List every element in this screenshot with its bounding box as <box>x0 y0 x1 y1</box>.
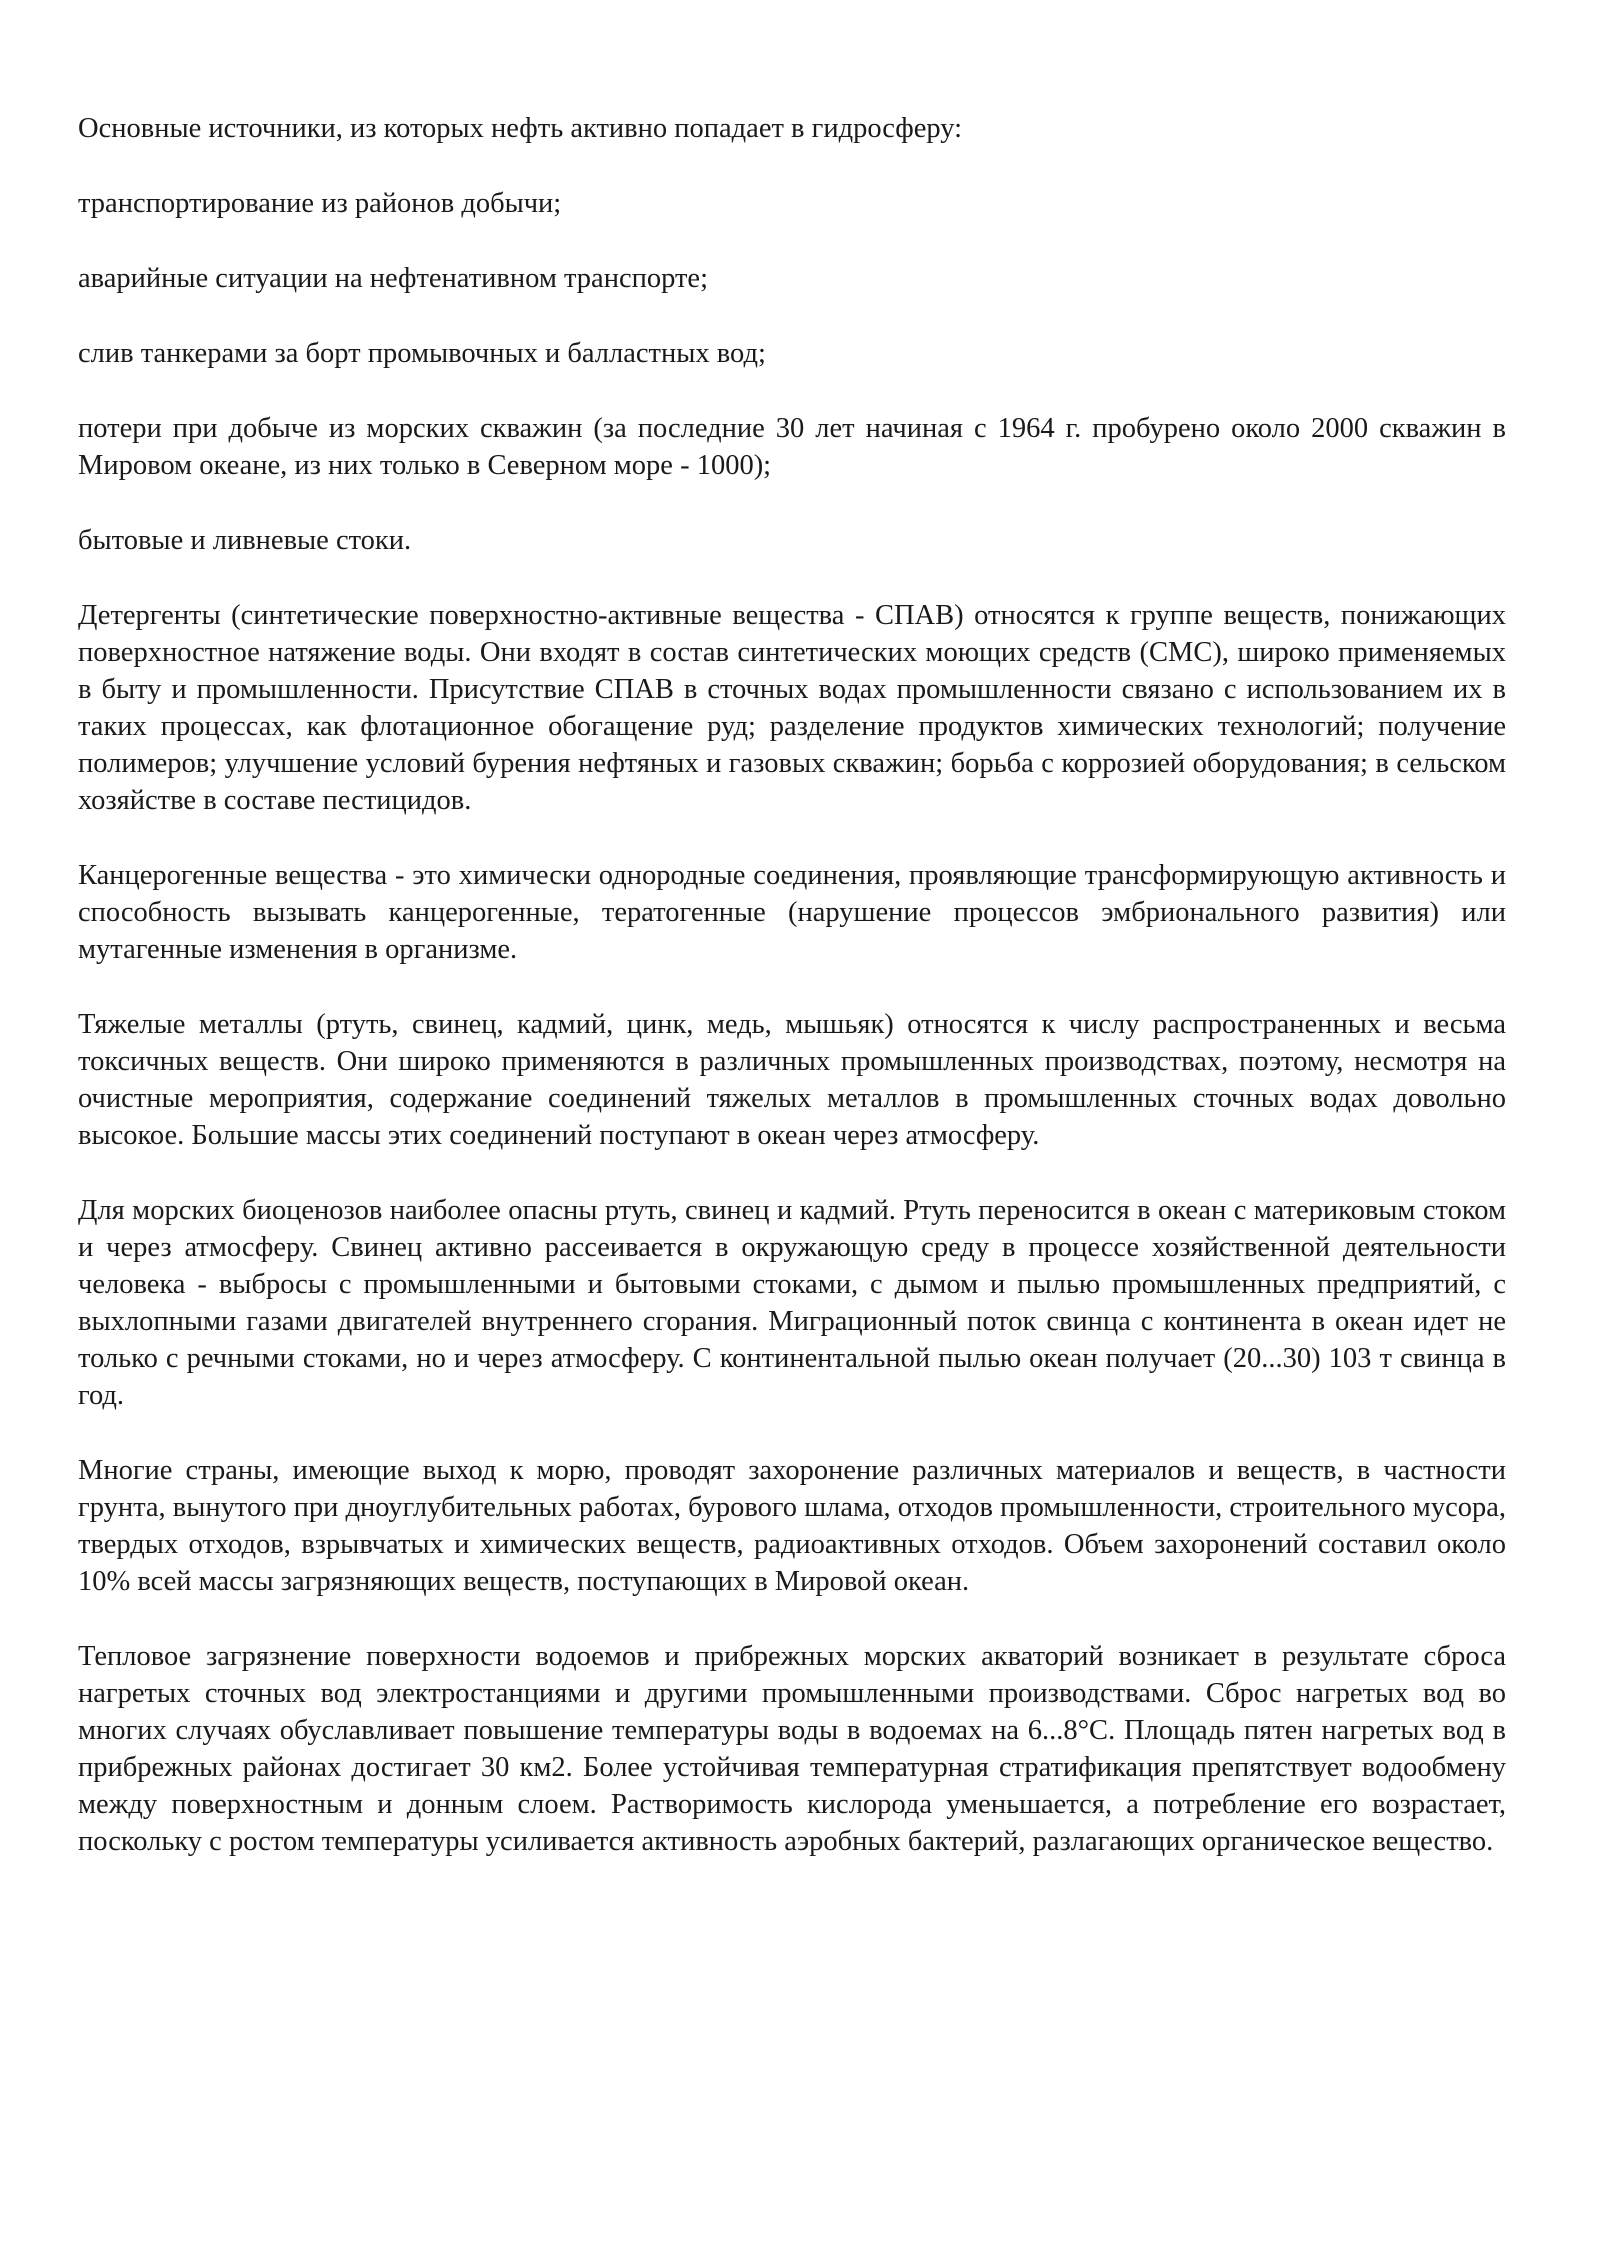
paragraph-carcinogens: Канцерогенные вещества - это химически однородные соединения, проявляющие трансформирующую активность и способность вызывать канцерогенные, тератогенные (нарушение процессов эмбрионального развития) или мутагенные изменения в организме. <box>78 860 1506 965</box>
paragraph-detergents: Детергенты (синтетические поверхностно-активные вещества - СПАВ) относятся к группе веществ, понижающих поверхностное натяжение воды. Они входят в состав синтетических моющих средств (СМС), широко применяемых в быту и промышленности. Присутствие СПАВ в сточных водах промышленности связано с использованием их в таких процессах, как флотационное обогащение руд; разделение продуктов химических технологий; получение полимеров; улучшение условий бурения нефтяных и газовых скважин; борьба с коррозией оборудования; в сельском хозяйстве в составе пестицидов. <box>78 600 1506 816</box>
paragraph-domestic-runoff: бытовые и ливневые стоки. <box>78 525 412 556</box>
paragraph-offshore-wells: потери при добыче из морских скважин (за последние 30 лет начиная с 1964 г. пробурено около 2000 скважин в Мировом океане, из них только в Северном море - 1000); <box>78 413 1506 481</box>
paragraph-transportation: транспортирование из районов добычи; <box>78 188 562 219</box>
document-page <box>78 110 1506 1898</box>
paragraph-tanker-discharge: слив танкерами за борт промывочных и балластных вод; <box>78 338 766 369</box>
paragraph-dumping: Многие страны, имеющие выход к морю, проводят захоронение различных материалов и веществ, в частности грунта, вынутого при дноуглубительных работах, бурового шлама, отходов промышленности, строительного мусора, твердых отходов, взрывчатых и химических веществ, радиоактивных отходов. Объем захоронений составил около 10% всей массы загрязняющих веществ, поступающих в Мировой океан. <box>78 1455 1506 1597</box>
paragraph-accidents: аварийные ситуации на нефтенативном транспорте; <box>78 263 708 294</box>
paragraph-oil-sources-intro: Основные источники, из которых нефть активно попадает в гидросферу: <box>78 113 963 144</box>
paragraph-heavy-metals: Тяжелые металлы (ртуть, свинец, кадмий, цинк, медь, мышьяк) относятся к числу распространенных и весьма токсичных веществ. Они широко применяются в различных промышленных производствах, поэтому, несмотря на очистные мероприятия, содержание соединений тяжелых металлов в промышленных сточных водах довольно высокое. Большие массы этих соединений поступают в океан через атмосферу. <box>78 1009 1506 1151</box>
paragraph-marine-biocenoses: Для морских биоценозов наиболее опасны ртуть, свинец и кадмий. Ртуть переносится в океан с материковым стоком и через атмосферу. Свинец активно рассеивается в окружающую среду в процессе хозяйственной деятельности человека - выбросы с промышленными и бытовыми стоками, с дымом и пылью промышленных предприятий, с выхлопными газами двигателей внутреннего сгорания. Миграционный поток свинца с континента в океан идет не только с речными стоками, но и через атмосферу. С континентальной пылью океан получает (20...30) 103 т свинца в год. <box>78 1195 1506 1411</box>
paragraph-thermal-pollution: Тепловое загрязнение поверхности водоемов и прибрежных морских акваторий возникает в результате сброса нагретых сточных вод электростанциями и другими промышленными производствами. Сброс нагретых вод во многих случаях обуславливает повышение температуры воды в водоемах на 6...8°С. Площадь пятен нагретых вод в прибрежных районах достигает 30 км2. Более устойчивая температурная стратификация препятствует водообмену между поверхностным и донным слоем. Растворимость кислорода уменьшается, а потребление его возрастает, поскольку с ростом температуры усиливается активность аэробных бактерий, разлагающих органическое вещество. <box>78 1641 1506 1857</box>
